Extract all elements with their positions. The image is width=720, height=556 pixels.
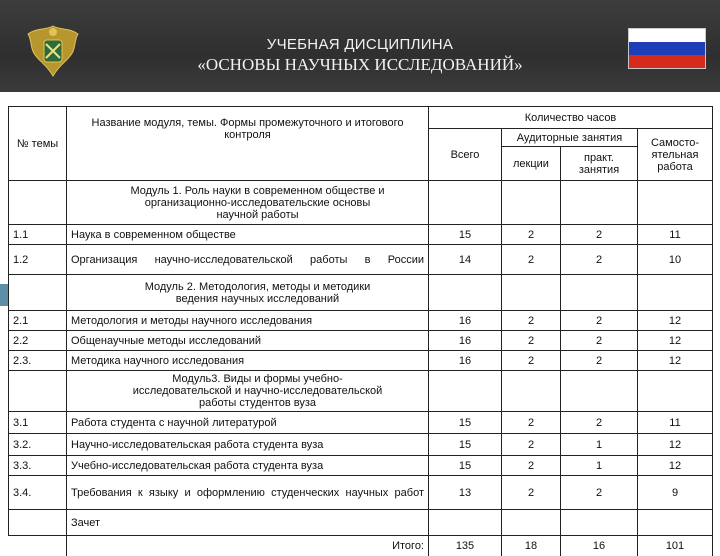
russian-flag-icon [628,28,706,69]
header-module-name: Название модуля, темы. Формы промежуточного и итогового контроля [67,107,429,181]
page-title: «ОСНОВЫ НАУЧНЫХ ИССЛЕДОВАНИЙ» [197,55,523,74]
table-row: 2.2 Общенаучные методы исследований 16 2 2 12 [9,331,713,351]
header-total: Всего [429,129,502,181]
curriculum-table [8,106,713,556]
module-heading: Модуль 1. Роль науки в современном обществе и организационно-исследовательские основы научной работы [67,181,429,225]
totals-row: Итого: 135 18 16 101 [9,536,713,556]
table-row: 3.1 Работа студента с научной литературой 15 2 2 11 [9,412,713,434]
table-row: 1.1 Наука в современном обществе 15 2 2 11 [9,225,713,245]
table-row: 1.2 Организация научно-исследовательской работы в России 14 2 2 10 [9,245,713,275]
header-lectures: лекции [502,147,561,181]
credit-label: Зачет [67,510,429,536]
table-row: 3.4. Требования к языку и оформлению студенческих научных работ 13 2 2 9 [9,476,713,510]
header-topic-number: № темы [9,107,67,181]
table-row: 3.3. Учебно-исследовательская работа студента вуза 15 2 1 12 [9,456,713,476]
header-self-study: Самосто- ятельная работа [638,129,713,181]
module-heading: Модуль3. Виды и формы учебно-исследовательской и научно-исследовательской работы студентов вуза [67,371,429,412]
totals-label: Итого: [67,536,429,556]
curriculum-table-container [8,106,712,552]
table-row: 2.1 Методология и методы научного исследования 16 2 2 12 [9,311,713,331]
module-heading: Модуль 2. Методология, методы и методики ведения научных исследований [67,275,429,311]
header-hours: Количество часов [429,107,713,129]
table-row [9,510,713,536]
header-practice: практ. занятия [561,147,638,181]
header-subtitle: УЧЕБНАЯ ДИСЦИПЛИНА [266,36,454,53]
header-classroom: Аудиторные занятия [502,129,638,147]
table-row: 3.2. Научно-исследовательская работа студента вуза 15 2 1 12 [9,434,713,456]
slide-header [0,0,720,92]
table-row: 2.3. Методика научного исследования 16 2 2 12 [9,351,713,371]
